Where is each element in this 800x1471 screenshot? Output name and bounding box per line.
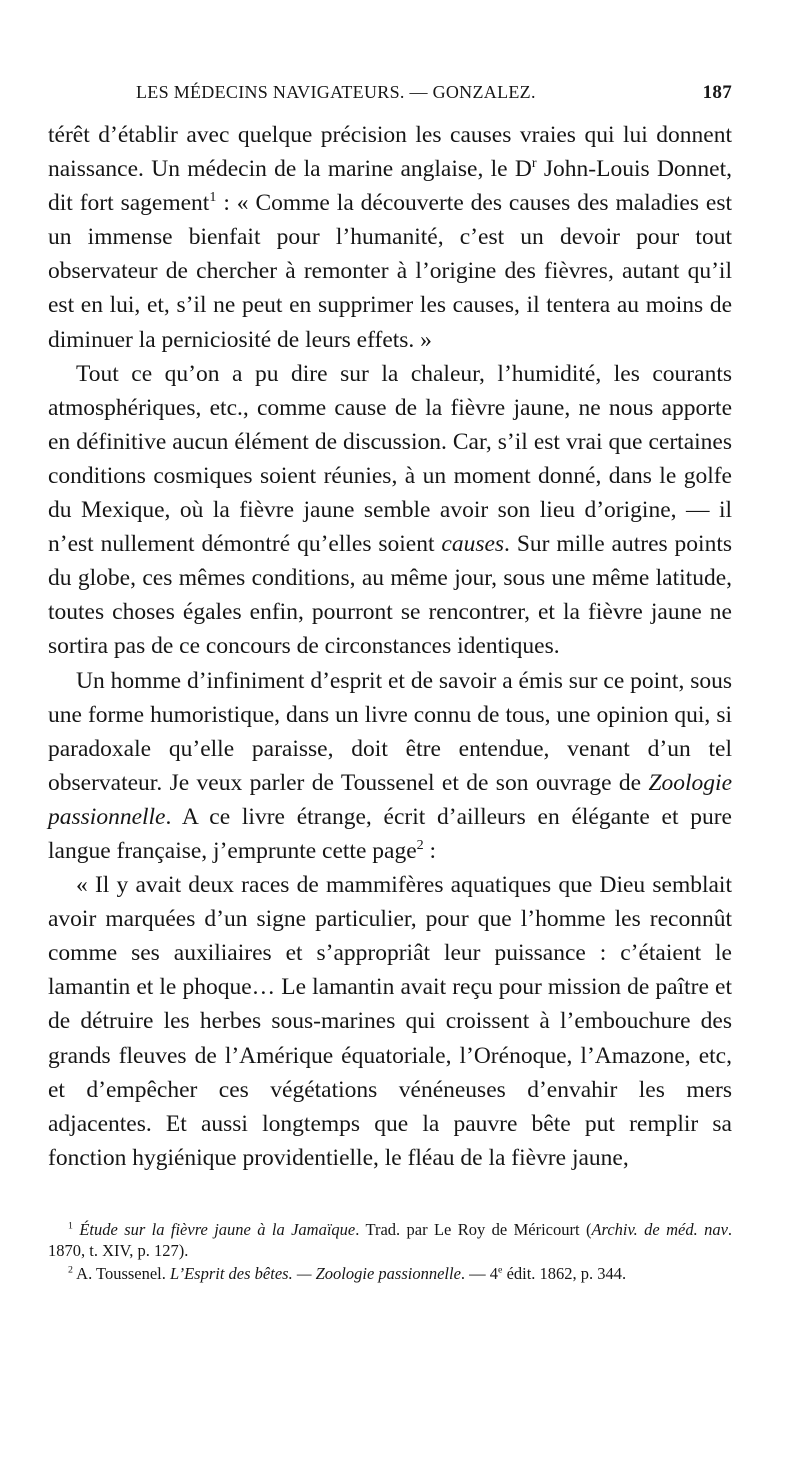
superscript: 1 bbox=[209, 189, 217, 206]
paragraph bbox=[48, 118, 732, 357]
running-title: LES MÉDECINS NAVIGATEURS. — GONZALEZ. bbox=[136, 82, 536, 102]
superscript: 2 bbox=[416, 837, 424, 854]
footnote bbox=[48, 1219, 732, 1261]
text-run: Tout ce qu’on a pu dire sur la chaleur, l’humidité, les courants atmosphériques, etc., comme cause de la fièvre jaune, ne nous apporte en définitive aucun élément de discussion. Car, s’il est vrai que certaines conditions cosmiques soient réunies, à un moment donné, dans le golfe du Mexique, où la fièvre jaune semble avoir son lieu d’origine, — il n’est nullement démontré qu’elles soient bbox=[48, 360, 732, 558]
page-header bbox=[136, 82, 732, 112]
text-run: édit. 1862, p. 344. bbox=[502, 1263, 627, 1283]
superscript: 2 bbox=[68, 1264, 73, 1276]
text-run: A. Toussenel. bbox=[72, 1263, 171, 1283]
paragraph bbox=[48, 868, 732, 1175]
book-page bbox=[48, 82, 732, 1284]
paragraph bbox=[48, 664, 732, 869]
text-run: . A ce livre étrange, écrit d’ailleurs en élégante et pure langue française, j’emprunte cette page bbox=[48, 803, 732, 864]
text-run: « Il y avait deux races de mammifères aquatiques que Dieu semblait avoir marquées d’un signe particulier, pour que l’homme les reconnût comme ses auxiliaires et s’appropriât leur puissance : c’étaient le lamantin et le phoque… Le lamantin avait reçu pour mission de paître et de détruire les herbes sous-marines qui croissent à l’embouchure des grands fleuves de l’Amérique équatoriale, l’Orénoque, l’Amazone, etc, et d’empêcher ces végétations vénéneuses d’envahir les mers adjacentes. Et aussi longtemps que la pauvre bête put remplir sa fonction hygiénique providentielle, le fléau de la fièvre jaune, bbox=[48, 872, 732, 1171]
superscript: 1 bbox=[68, 1220, 73, 1232]
footnote bbox=[48, 1263, 732, 1284]
italic-run: Zoologie passionnelle bbox=[48, 769, 732, 830]
italic-run: Étude sur la fièvre jaune à la Jamaïque bbox=[79, 1219, 356, 1239]
text-run: . Trad. par Le Roy de Méricourt ( bbox=[355, 1219, 592, 1239]
text-run: . — 4 bbox=[460, 1263, 499, 1283]
italic-run: L’Esprit des bêtes. — Zoologie passionnelle bbox=[170, 1263, 461, 1283]
text-run: : « Comme la découverte des causes des maladies est un immense bienfait pour l’humanité, c’est un devoir pour tout observateur de chercher à remonter à l’origine des fièvres, autant qu’il est en lui, et, s’il ne peut en supprimer les causes, il tentera au moins de diminuer la perniciosité de leurs effets. » bbox=[48, 190, 733, 353]
text-run: John-Louis Donnet, dit fort sagement bbox=[48, 156, 732, 217]
paragraph bbox=[48, 357, 732, 664]
italic-run: causes bbox=[441, 531, 505, 558]
text-run: : bbox=[423, 837, 437, 864]
italic-run: Archiv. de méd. nav bbox=[591, 1219, 728, 1239]
text-run: . 1870, t. XIV, p. 127). bbox=[48, 1219, 733, 1260]
page-number: 187 bbox=[702, 82, 732, 103]
footnotes bbox=[48, 1219, 732, 1284]
body-text bbox=[48, 118, 732, 1175]
text-run: . Sur mille autres points du globe, ces mêmes conditions, au même jour, sous une même latitude, toutes choses égales enfin, pourront se rencontrer, et la fièvre jaune ne sortira pas de ce concours de circonstances identiques. bbox=[48, 531, 732, 660]
superscript: e bbox=[498, 1264, 503, 1276]
superscript: r bbox=[531, 155, 537, 172]
text-run: térêt d’établir avec quelque précision les causes vraies qui lui donnent naissance. Un médecin de la marine anglaise, le D bbox=[48, 122, 732, 183]
text-run: Un homme d’infiniment d’esprit et de savoir a émis sur ce point, sous une forme humoristique, dans un livre connu de tous, une opinion qui, si paradoxale qu’elle paraisse, doit être entendue, venant d’un tel observateur. Je veux parler de Toussenel et de son ouvrage de bbox=[48, 667, 732, 796]
